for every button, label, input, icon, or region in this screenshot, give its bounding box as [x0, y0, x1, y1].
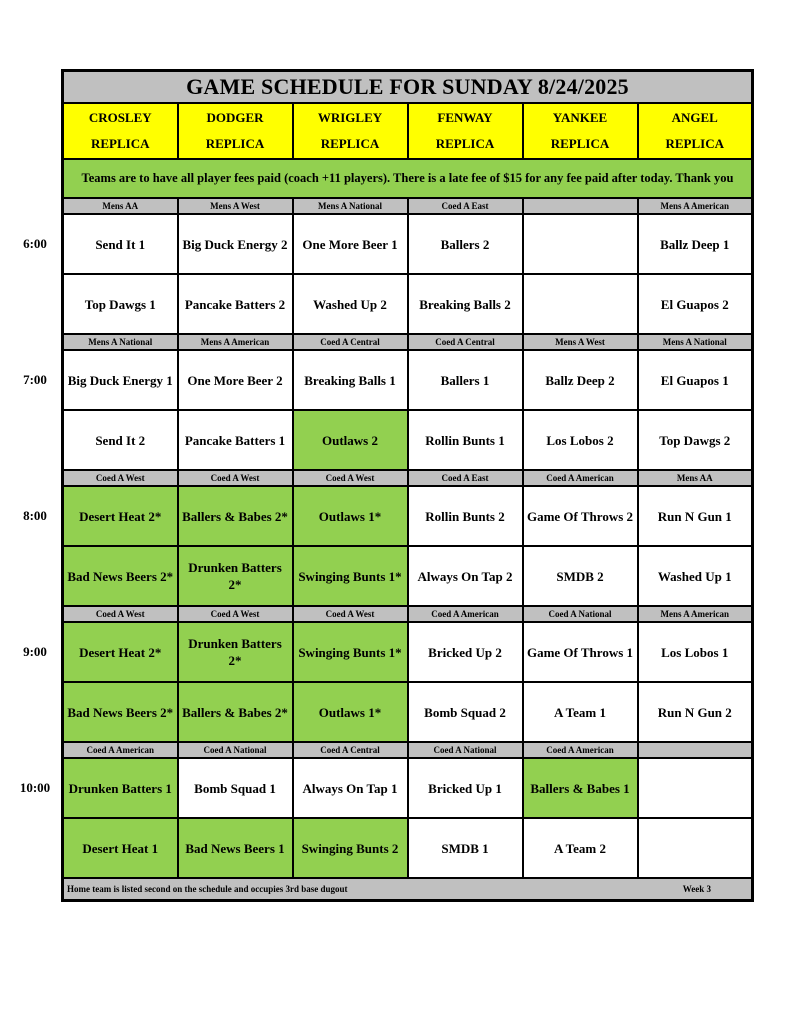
home-team-cell: Swinging Bunts 1* [293, 546, 408, 606]
home-team-cell: El Guapos 2 [638, 274, 753, 334]
home-team-cell: Breaking Balls 2 [408, 274, 523, 334]
home-team-cell: Drunken Batters 2* [178, 546, 293, 606]
away-team-cell: Bricked Up 1 [408, 758, 523, 818]
division-row [63, 470, 753, 486]
away-team-cell: Los Lobos 1 [638, 622, 753, 682]
division-label: Coed A Central [293, 334, 408, 350]
home-team-cell: A Team 2 [523, 818, 638, 878]
away-team-cell: Drunken Batters 2* [178, 622, 293, 682]
away-team-cell: Run N Gun 1 [638, 486, 753, 546]
away-team-cell [523, 214, 638, 274]
home-team-row [63, 274, 753, 334]
home-team-cell: Desert Heat 1 [63, 818, 178, 878]
division-label: Coed A West [293, 470, 408, 486]
field-header-angel [638, 103, 753, 159]
away-team-row [63, 486, 753, 546]
division-label: Coed A East [408, 198, 523, 214]
away-team-cell: Ballz Deep 2 [523, 350, 638, 410]
home-team-cell: Pancake Batters 2 [178, 274, 293, 334]
home-team-row [63, 682, 753, 742]
home-team-cell: SMDB 1 [408, 818, 523, 878]
away-team-cell: El Guapos 1 [638, 350, 753, 410]
away-team-cell: Big Duck Energy 1 [63, 350, 178, 410]
home-team-cell: Bad News Beers 2* [63, 546, 178, 606]
schedule-table [61, 69, 754, 902]
home-team-row [63, 546, 753, 606]
field-type: REPLICA [90, 136, 150, 151]
away-team-cell: Swinging Bunts 1* [293, 622, 408, 682]
home-team-cell: Top Dawgs 2 [638, 410, 753, 470]
away-team-cell [638, 758, 753, 818]
division-row [63, 606, 753, 622]
away-team-cell: Ballers & Babes 1 [523, 758, 638, 818]
time-slots [63, 198, 753, 878]
time-label: 10:00 [19, 780, 51, 795]
field-name: FENWAY [437, 110, 493, 125]
division-label: Coed A West [293, 606, 408, 622]
division-row [63, 334, 753, 350]
home-team-cell: Washed Up 1 [638, 546, 753, 606]
division-label: Coed A American [408, 606, 523, 622]
field-header-wrigley [293, 103, 408, 159]
division-label: Coed A Central [293, 742, 408, 758]
field-name: YANKEE [552, 110, 608, 125]
home-team-cell: Ballers & Babes 2* [178, 682, 293, 742]
division-label: Coed A National [178, 742, 293, 758]
division-label: Mens A National [638, 334, 753, 350]
field-header-dodger [178, 103, 293, 159]
field-type: REPLICA [205, 136, 265, 151]
away-team-row [63, 622, 753, 682]
away-team-row [63, 350, 753, 410]
away-team-cell: Desert Heat 2* [63, 622, 178, 682]
field-name: DODGER [206, 110, 264, 125]
field-header-row [63, 103, 753, 159]
home-team-cell: Swinging Bunts 2 [293, 818, 408, 878]
division-label: Mens A National [63, 334, 178, 350]
away-team-cell: Ballers 1 [408, 350, 523, 410]
page-title: GAME SCHEDULE FOR SUNDAY 8/24/2025 [63, 71, 753, 104]
division-label: Mens AA [638, 470, 753, 486]
away-team-cell: One More Beer 1 [293, 214, 408, 274]
home-team-cell [638, 818, 753, 878]
division-row [63, 742, 753, 758]
home-team-cell [523, 274, 638, 334]
time-label: 8:00 [23, 508, 47, 523]
away-team-row [63, 758, 753, 818]
home-team-cell: Outlaws 2 [293, 410, 408, 470]
time-label: 7:00 [23, 372, 47, 387]
away-team-cell: Outlaws 1* [293, 486, 408, 546]
division-label: Mens A American [178, 334, 293, 350]
home-team-row [63, 410, 753, 470]
division-label: Coed A American [523, 742, 638, 758]
field-header-crosley [63, 103, 178, 159]
away-team-cell: Ballers & Babes 2* [178, 486, 293, 546]
division-label [523, 198, 638, 214]
week-label: Week 3 [682, 884, 711, 894]
home-team-cell: Top Dawgs 1 [63, 274, 178, 334]
field-name: CROSLEY [88, 110, 152, 125]
division-label: Mens A National [293, 198, 408, 214]
home-team-cell: Send It 2 [63, 410, 178, 470]
division-label: Coed A Central [408, 334, 523, 350]
field-header-fenway [408, 103, 523, 159]
field-type: REPLICA [320, 136, 380, 151]
division-label: Coed A West [178, 470, 293, 486]
footer [63, 878, 753, 901]
division-label: Mens A American [638, 198, 753, 214]
away-team-row [63, 214, 753, 274]
division-label: Coed A National [408, 742, 523, 758]
home-team-cell: Bad News Beers 1 [178, 818, 293, 878]
away-team-cell: Drunken Batters 1 [63, 758, 178, 818]
away-team-cell: Big Duck Energy 2 [178, 214, 293, 274]
away-team-cell: Game Of Throws 1 [523, 622, 638, 682]
division-label: Coed A West [63, 470, 178, 486]
time-label: 6:00 [23, 236, 47, 251]
away-team-cell: Rollin Bunts 2 [408, 486, 523, 546]
away-team-cell: Desert Heat 2* [63, 486, 178, 546]
away-team-cell: Ballz Deep 1 [638, 214, 753, 274]
division-label: Coed A American [63, 742, 178, 758]
division-label: Mens A West [523, 334, 638, 350]
field-type: REPLICA [550, 136, 610, 151]
home-team-cell: Pancake Batters 1 [178, 410, 293, 470]
home-team-cell: Outlaws 1* [293, 682, 408, 742]
home-team-cell: SMDB 2 [523, 546, 638, 606]
division-row [63, 198, 753, 214]
fee-notice: Teams are to have all player fees paid (coach +11 players). There is a late fee of $15 for any fee paid after today. Thank you [63, 159, 753, 198]
division-label: Coed A East [408, 470, 523, 486]
division-label [638, 742, 753, 758]
away-team-cell: Always On Tap 1 [293, 758, 408, 818]
away-team-cell: Game Of Throws 2 [523, 486, 638, 546]
field-type: REPLICA [665, 136, 724, 151]
home-team-cell: Bad News Beers 2* [63, 682, 178, 742]
field-header-yankee [523, 103, 638, 159]
away-team-cell: Breaking Balls 1 [293, 350, 408, 410]
division-label: Coed A American [523, 470, 638, 486]
time-label: 9:00 [23, 644, 47, 659]
division-label: Mens AA [63, 198, 178, 214]
away-team-cell: One More Beer 2 [178, 350, 293, 410]
home-team-cell: A Team 1 [523, 682, 638, 742]
home-team-cell: Always On Tap 2 [408, 546, 523, 606]
home-team-cell: Washed Up 2 [293, 274, 408, 334]
away-team-cell: Send It 1 [63, 214, 178, 274]
division-label: Mens A American [638, 606, 753, 622]
division-label: Coed A West [178, 606, 293, 622]
away-team-cell: Ballers 2 [408, 214, 523, 274]
field-type: REPLICA [435, 136, 495, 151]
home-team-cell: Los Lobos 2 [523, 410, 638, 470]
away-team-cell: Bricked Up 2 [408, 622, 523, 682]
home-team-row [63, 818, 753, 878]
home-team-cell: Rollin Bunts 1 [408, 410, 523, 470]
division-label: Coed A National [523, 606, 638, 622]
field-name: WRIGLEY [317, 110, 383, 125]
home-team-cell: Bomb Squad 2 [408, 682, 523, 742]
away-team-cell: Bomb Squad 1 [178, 758, 293, 818]
division-label: Mens A West [178, 198, 293, 214]
home-team-cell: Run N Gun 2 [638, 682, 753, 742]
field-name: ANGEL [671, 110, 718, 125]
footer-note: Home team is listed second on the schedule and occupies 3rd base dugout [67, 884, 348, 894]
division-label: Coed A West [63, 606, 178, 622]
